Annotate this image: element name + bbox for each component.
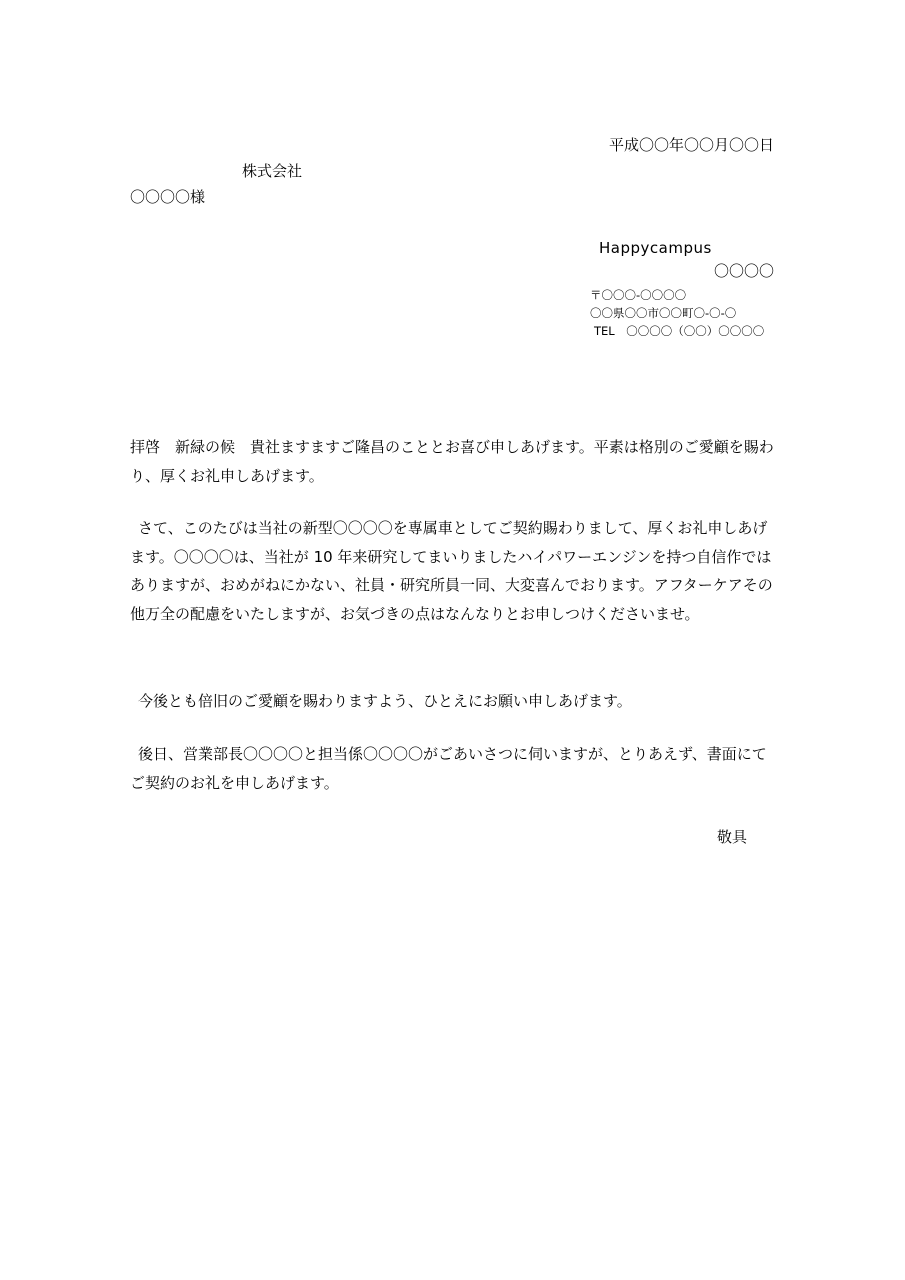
sender-tel: TEL 〇〇〇〇（〇〇）〇〇〇〇 xyxy=(594,324,765,338)
body-paragraph-main: さて、このたびは当社の新型〇〇〇〇を専属車としてご契約賜わりまして、厚くお礼申しあげます。〇〇〇〇は、当社が 10 年来研究してまいりましたハイパワーエンジンを持つ自信作ではありますが、おめがねにかない、社員・研究所員一同、大変喜んでおります。アフターケアその他万全の配慮をいたしますが、お気づきの点はなんなりとお申しつけくださいませ。 xyxy=(130,519,773,623)
letter-closing: 敬具 xyxy=(717,828,748,846)
sender-company: Happycampus xyxy=(599,239,712,257)
body-paragraph-greeting: 拝啓 新緑の候 貴社ますますご隆昌のこととお喜び申しあげます。平素は格別のご愛顧を賜わり、厚くお礼申しあげます。 xyxy=(130,438,774,485)
sender-postal-code: 〒〇〇〇-〇〇〇〇 xyxy=(590,288,687,302)
body-paragraph-followup: 後日、営業部長〇〇〇〇と担当係〇〇〇〇がごあいさつに伺いますが、とりあえず、書面にてご契約のお礼を申しあげます。 xyxy=(130,745,767,792)
recipient-name: 〇〇〇〇様 xyxy=(130,188,206,206)
letter-date: 平成〇〇年〇〇月〇〇日 xyxy=(608,136,774,154)
sender-address: 〇〇県〇〇市〇〇町〇-〇-〇 xyxy=(590,306,737,320)
body-paragraph-request: 今後とも倍旧のご愛顧を賜わりますよう、ひとえにお願い申しあげます。 xyxy=(138,692,632,710)
recipient-company: 株式会社 xyxy=(242,162,303,180)
sender-person: 〇〇〇〇 xyxy=(713,262,774,280)
